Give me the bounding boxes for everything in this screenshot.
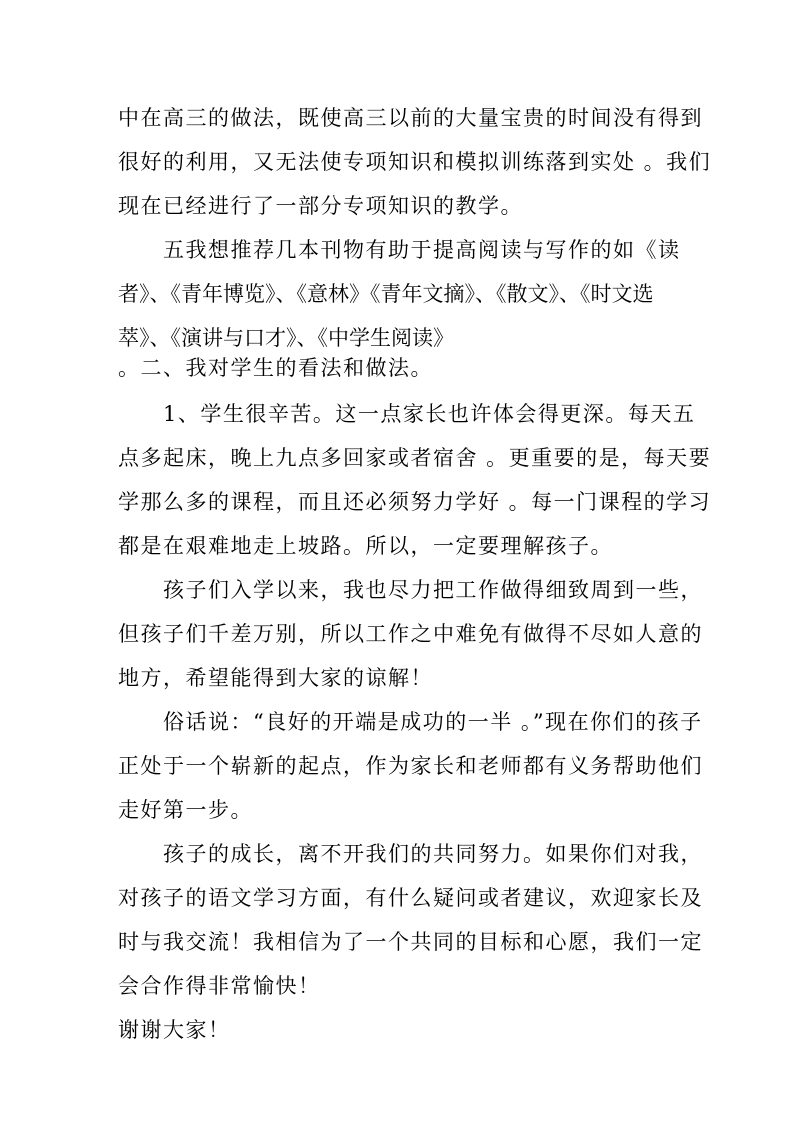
closing-line: 谢谢大家！ bbox=[118, 1018, 231, 1042]
text-line: 现在已经进行了一部分专项知识的教学。 bbox=[118, 194, 523, 218]
text-line: 学那么多的课程，而且还必须努力学好 。每一门课程的学习 bbox=[118, 490, 712, 514]
text-line: 孩子的成长，离不开我们的共同努力。如果你们对我， bbox=[163, 842, 703, 866]
text-line: 时与我交流！我相信为了一个共同的目标和心愿，我们一定 bbox=[118, 930, 703, 954]
text-line: 对孩子的语文学习方面，有什么疑问或者建议，欢迎家长及 bbox=[118, 886, 703, 910]
section-heading: 。二、我对学生的看法和做法。 bbox=[118, 356, 433, 380]
text-line: 走好第一步。 bbox=[118, 798, 253, 822]
text-line: 很好的利用，又无法使专项知识和模拟训练落到实处 。我们 bbox=[118, 150, 712, 174]
text-line: 者》、《青年博览》、《意林》《青年文摘》、《散文》、《时文选 bbox=[118, 282, 654, 306]
text-line: 会合作得非常愉快！ bbox=[118, 974, 321, 998]
text-line: 萃》、《演讲与口才》、《中学生阅读》 bbox=[118, 326, 454, 350]
text-line: 孩子们入学以来，我也尽力把工作做得细致周到一些， bbox=[163, 578, 703, 602]
text-line: 但孩子们千差万别，所以工作之中难免有做得不尽如人意的 bbox=[118, 622, 703, 646]
text-line: 正处于一个崭新的起点，作为家长和老师都有义务帮助他们 bbox=[118, 754, 703, 778]
text-line: 地方，希望能得到大家的谅解！ bbox=[118, 666, 433, 690]
text-line: 1、学生很辛苦。这一点家长也许体会得更深。每天五 bbox=[163, 402, 696, 426]
text-line: 点多起床，晚上九点多回家或者宿舍 。更重要的是，每天要 bbox=[118, 446, 712, 470]
text-line: 俗话说：“良好的开端是成功的一半 。”现在你们的孩子 bbox=[163, 710, 703, 734]
text-line: 中在高三的做法，既使高三以前的大量宝贵的时间没有得到 bbox=[118, 106, 703, 130]
text-line: 五我想推荐几本刊物有助于提高阅读与写作的如《读 bbox=[163, 238, 681, 262]
text-line: 都是在艰难地走上坡路。所以，一定要理解孩子。 bbox=[118, 534, 613, 558]
